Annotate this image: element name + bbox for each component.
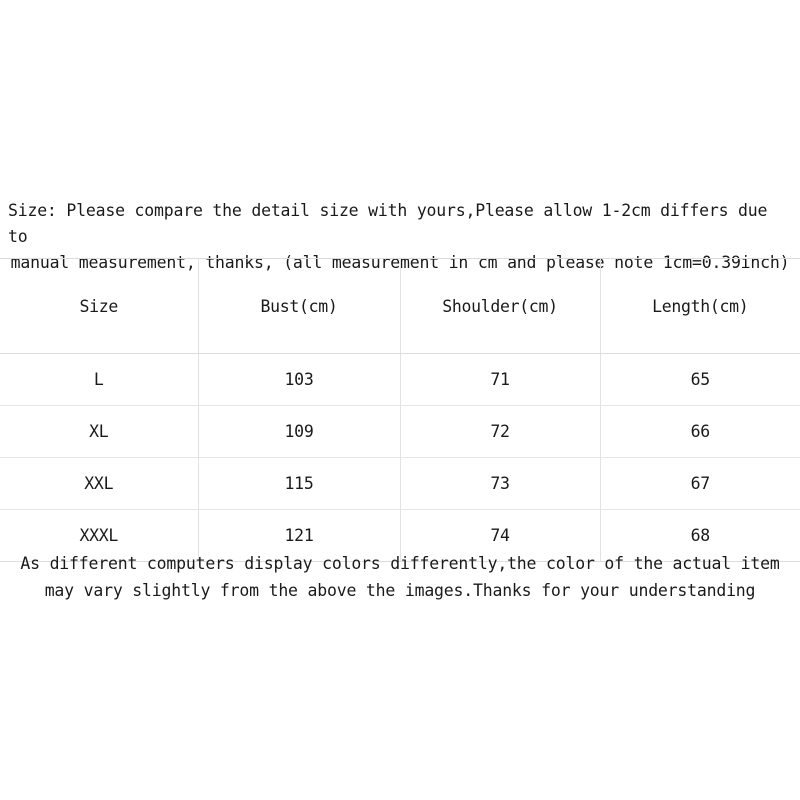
- cell-size: L: [0, 354, 198, 406]
- column-header-shoulder: Shoulder(cm): [400, 259, 600, 354]
- cell-shoulder: 71: [400, 354, 600, 406]
- table-header-row: [0, 259, 800, 354]
- color-disclaimer-note: [0, 550, 800, 604]
- column-header-size: Size: [0, 259, 198, 354]
- table-row: [0, 406, 800, 458]
- cell-bust: 121: [198, 510, 400, 562]
- column-header-bust: Bust(cm): [198, 259, 400, 354]
- cell-bust: 115: [198, 458, 400, 510]
- measurement-note-line-1: Size: Please compare the detail size with yours,Please allow 1-2cm differs due to: [8, 201, 768, 246]
- cell-size: XL: [0, 406, 198, 458]
- size-table-body: [0, 354, 800, 562]
- table-row: [0, 458, 800, 510]
- cell-length: 67: [600, 458, 800, 510]
- cell-length: 65: [600, 354, 800, 406]
- cell-shoulder: 73: [400, 458, 600, 510]
- cell-size: XXL: [0, 458, 198, 510]
- color-disclaimer-line-1: As different computers display colors differently,the color of the actual item: [20, 554, 780, 573]
- cell-bust: 109: [198, 406, 400, 458]
- measurement-note-line-2: manual measurement, thanks, (all measurement in cm and please note 1cm=0.39inch): [10, 253, 790, 272]
- size-table: [0, 258, 800, 562]
- table-row: [0, 354, 800, 406]
- cell-size: XXXL: [0, 510, 198, 562]
- cell-shoulder: 72: [400, 406, 600, 458]
- color-disclaimer-line-2: may vary slightly from the above the images.Thanks for your understanding: [44, 581, 756, 600]
- column-header-length: Length(cm): [600, 259, 800, 354]
- cell-shoulder: 74: [400, 510, 600, 562]
- size-table-header: [0, 259, 800, 354]
- cell-length: 66: [600, 406, 800, 458]
- cell-length: 68: [600, 510, 800, 562]
- cell-bust: 103: [198, 354, 400, 406]
